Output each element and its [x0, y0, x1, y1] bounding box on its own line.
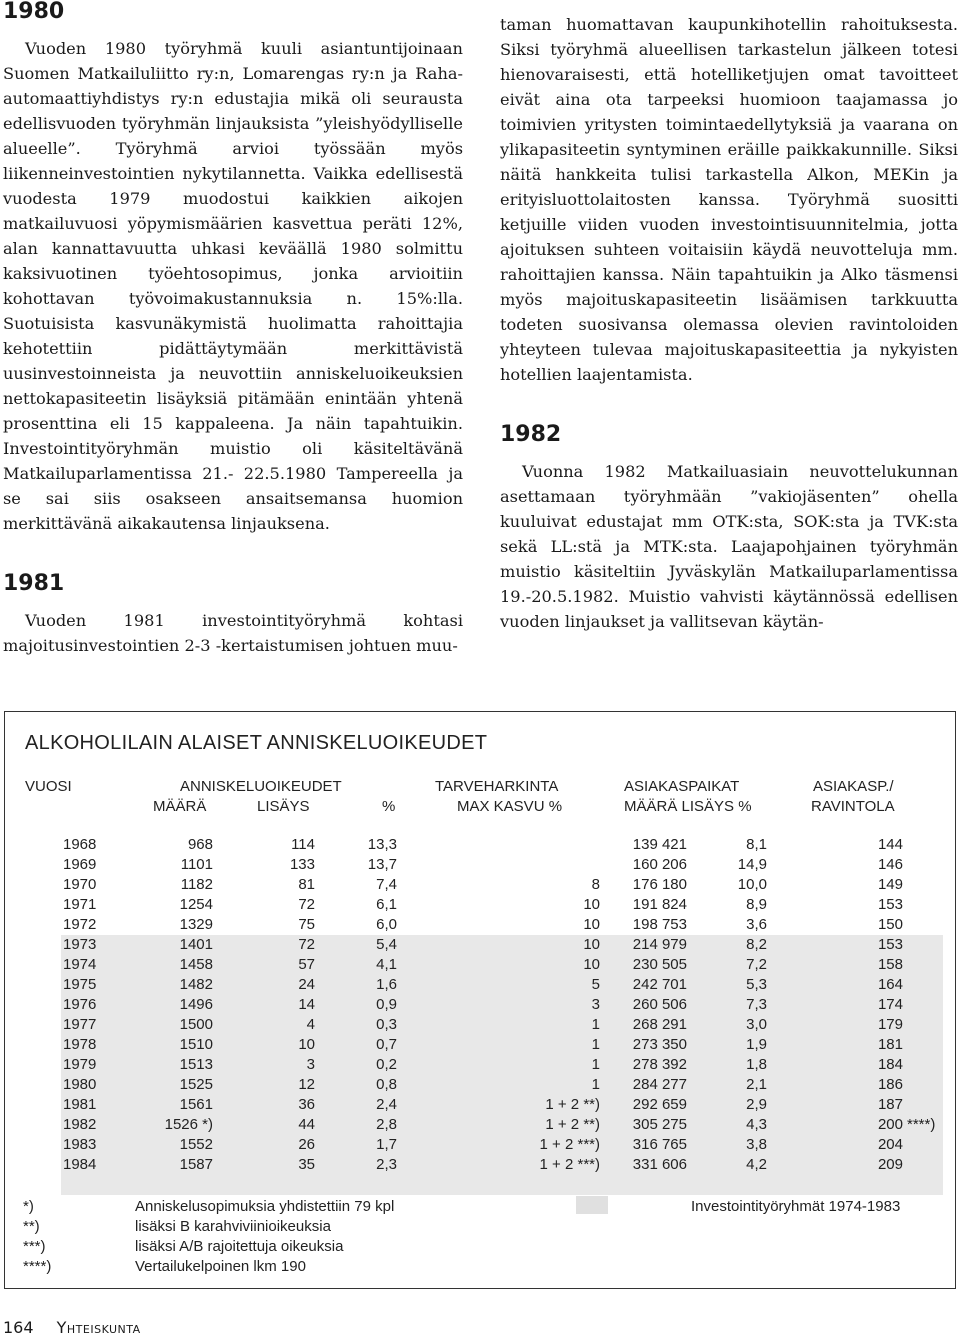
cell-increase: 133 [289, 856, 315, 873]
cell-seats: 260 506 [632, 996, 687, 1013]
cell-max-growth: 10 [583, 956, 600, 973]
cell-seats: 198 753 [632, 916, 687, 933]
header-maara: MÄÄRÄ [153, 798, 207, 815]
cell-year: 1979 [63, 1056, 97, 1073]
cell-increase: 35 [298, 1156, 315, 1173]
cell-max-growth: 8 [591, 876, 600, 893]
page-number: 164 [3, 1318, 34, 1337]
header-max-kasvu: MAX KASVU % [457, 798, 563, 815]
cell-year: 1970 [63, 876, 97, 893]
cell-pct: 13,3 [367, 836, 397, 853]
cell-max-growth: 1 + 2 ***) [539, 1136, 600, 1153]
cell-seats: 160 206 [632, 856, 687, 873]
cell-year: 1980 [63, 1076, 97, 1093]
page-footer [3, 1318, 141, 1337]
cell-seats-pct: 5,3 [746, 976, 767, 993]
heading-1980: 1980 [3, 0, 65, 24]
cell-seats: 273 350 [632, 1036, 687, 1053]
cell-note: ****) [907, 1116, 936, 1133]
cell-count: 1513 [179, 1056, 213, 1073]
paragraph-1981-continued: taman huomattavan kaupunkihotellin rahoituksesta. Siksi työryhmä alueellisen tarkastelun jälkeen totesi hienovaraisesti, että hotelliketjujen omat tavoitteet eivät aina ota tarpeeksi huomioon taajamassa jo toimivien yritysten toimintaedellytyksiä ja vaarana on ylikapasiteetin syntyminen eräille paikkakunnille. Siksi näitä hankkeita tulisi tarkastella Alkon, MEKin ja erityisluottolaitosten kanssa. Työryhmä suositti ketjuille viiden vuoden investointisuunnitelmia, jotta ajoituksen suhteen voitaisiin käydä neuvotteluja mm. rahoittajien kanssa. Näin tapahtuikin ja Alko täsmensi myös majoituskapasiteetin lisäämisen tarkkuutta todeten suosivansa olemassa olevien ravintoloiden yhteyteen tulevaa majoituskapasiteettia ja nykyisten hotellien laajentamista. [500, 15, 958, 384]
cell-seats-pct: 3,6 [746, 916, 767, 933]
footnote-mark-3: ***) [23, 1238, 46, 1255]
cell-count: 968 [187, 836, 213, 853]
table-row [5, 995, 955, 1015]
legend-swatch [576, 1196, 608, 1214]
cell-seats-per-restaurant: 200 [877, 1116, 903, 1133]
cell-year: 1969 [63, 856, 97, 873]
header-vuosi: VUOSI [25, 778, 72, 795]
cell-seats: 316 765 [632, 1136, 687, 1153]
header-tarveharkinta: TARVEHARKINTA [435, 778, 559, 795]
cell-pct: 1,6 [376, 976, 397, 993]
table-body [5, 835, 955, 1175]
cell-increase: 12 [298, 1076, 315, 1093]
footnote-mark-4: ****) [23, 1258, 52, 1275]
cell-count: 1552 [179, 1136, 213, 1153]
cell-count: 1496 [179, 996, 213, 1013]
cell-seats-pct: 7,2 [746, 956, 767, 973]
cell-max-growth: 1 [591, 1056, 600, 1073]
table-row [5, 915, 955, 935]
cell-max-growth: 5 [591, 976, 600, 993]
footnote-text-4: Vertailukelpoinen lkm 190 [135, 1258, 306, 1275]
cell-increase: 24 [298, 976, 315, 993]
cell-pct: 0,2 [376, 1056, 397, 1073]
cell-max-growth: 3 [591, 996, 600, 1013]
cell-seats-per-restaurant: 186 [877, 1076, 903, 1093]
header-asiakasp: ASIAKASP./ [813, 778, 894, 795]
table-title: ALKOHOLILAIN ALAISET ANNISKELUOIKEUDET [25, 732, 488, 754]
heading-1981: 1981 [3, 571, 65, 596]
cell-increase: 81 [298, 876, 315, 893]
cell-pct: 0,8 [376, 1076, 397, 1093]
footnote-mark-1: *) [23, 1198, 34, 1215]
cell-seats-per-restaurant: 181 [877, 1036, 903, 1053]
cell-seats-pct: 1,9 [746, 1036, 767, 1053]
cell-increase: 57 [298, 956, 315, 973]
cell-seats: 284 277 [632, 1076, 687, 1093]
cell-seats: 331 606 [632, 1156, 687, 1173]
cell-pct: 0,3 [376, 1016, 397, 1033]
cell-year: 1968 [63, 836, 97, 853]
cell-max-growth: 1 + 2 **) [545, 1116, 600, 1133]
cell-year: 1974 [63, 956, 97, 973]
cell-seats-pct: 3,8 [746, 1136, 767, 1153]
cell-seats-per-restaurant: 209 [877, 1156, 903, 1173]
cell-count: 1482 [179, 976, 213, 993]
cell-seats: 176 180 [632, 876, 687, 893]
cell-seats-pct: 4,2 [746, 1156, 767, 1173]
cell-seats-per-restaurant: 144 [877, 836, 903, 853]
header-asiakaspaikat: ASIAKASPAIKAT [624, 778, 740, 795]
cell-pct: 5,4 [376, 936, 397, 953]
cell-increase: 4 [306, 1016, 315, 1033]
cell-pct: 2,3 [376, 1156, 397, 1173]
section-name: Yhteiskunta [56, 1318, 141, 1337]
cell-increase: 75 [298, 916, 315, 933]
table-row [5, 1155, 955, 1175]
cell-pct: 7,4 [376, 876, 397, 893]
paragraph-1981: Vuoden 1981 investointityöryhmä kohtasi majoitusinvestointien 2-3 -kertaistumisen johtuen muu- [3, 611, 463, 655]
cell-seats-pct: 2,1 [746, 1076, 767, 1093]
cell-seats-per-restaurant: 153 [877, 896, 903, 913]
table-row [5, 1095, 955, 1115]
paragraph-1982: Vuonna 1982 Matkailuasiain neuvottelukunnan asettamaan työryhmään ”vakiojäsenten” ohella kuuluivat edustajat mm OTK:sta, SOK:sta ja TVK:sta sekä LL:stä ja MTK:sta. Laajapohjainen työryhmän muistio käsiteltiin Jyväskylän Matkailuparlamentissa 19.-20.5.1982. Muistio vahvisti käytännössä edellisen vuoden linjaukset ja vallitsevan käytän- [500, 462, 958, 631]
table-row [5, 1015, 955, 1035]
cell-seats-pct: 7,3 [746, 996, 767, 1013]
table-row [5, 855, 955, 875]
cell-increase: 3 [306, 1056, 315, 1073]
cell-pct: 13,7 [367, 856, 397, 873]
cell-year: 1978 [63, 1036, 97, 1053]
cell-seats-pct: 14,9 [737, 856, 767, 873]
table-row [5, 835, 955, 855]
cell-seats-per-restaurant: 204 [877, 1136, 903, 1153]
cell-pct: 4,1 [376, 956, 397, 973]
cell-seats: 305 275 [632, 1116, 687, 1133]
paragraph-1980: Vuoden 1980 työryhmä kuuli asiantuntijoinaan Suomen Matkailuliitto ry:n, Lomarengas ry:n ja Raha-automaattiyhdistys ry:n edustajia mikä oli seurausta edellisvuoden työryhmän linjauksista ”yleishyödylliselle alueelle”. Työryhmä arvioi työssään myös liikenneinvestointien nykytilannetta. Vaikka edellisestä vuodesta 1979 muodostui kaikkien aikojen matkailuvuosi yöpymismäärien kasvettua peräti 12%, alan kannattavuutta uhkasi keväällä 1980 solmittu kaksivuotinen työehtosopimus, jonka arvioitiin kohottavan työvoimakustannuksia n. 15%:lla. Suotuisista kasvunäkymistä huolimatta rahoittajia kehotettiin pidättäytymään merkittävistä uusinvestoinneista ja neuvottiin anniskeluoikeuksien nettokapasiteetin lisäyksiä pitämään enintään yhtenä prosenttina eli 15 kappaleena. Ja näin tapahtuikin. Investointityöryhmän muistio oli käsiteltävänä Matkailuparlamentissa 21.- 22.5.1980 Tampereella ja se sai siis osakseen ansaitsemansa huomion merkittävänä aikakautensa linjauksena. [3, 39, 463, 533]
cell-seats: 242 701 [632, 976, 687, 993]
cell-max-growth: 1 [591, 1076, 600, 1093]
cell-count: 1500 [179, 1016, 213, 1033]
liquor-license-table [4, 711, 956, 1289]
cell-max-growth: 10 [583, 916, 600, 933]
cell-count: 1561 [179, 1096, 213, 1113]
cell-increase: 10 [298, 1036, 315, 1053]
cell-seats: 139 421 [632, 836, 687, 853]
cell-seats-per-restaurant: 158 [877, 956, 903, 973]
cell-count: 1401 [179, 936, 213, 953]
header-anniskeluoikeudet: ANNISKELUOIKEUDET [180, 778, 342, 795]
cell-count: 1510 [179, 1036, 213, 1053]
cell-seats-pct: 3,0 [746, 1016, 767, 1033]
cell-count: 1182 [180, 876, 213, 893]
cell-increase: 72 [298, 896, 315, 913]
cell-max-growth: 1 [591, 1016, 600, 1033]
table-row [5, 1035, 955, 1055]
cell-max-growth: 1 [591, 1036, 600, 1053]
cell-pct: 1,7 [376, 1136, 397, 1153]
cell-increase: 114 [291, 836, 315, 853]
cell-year: 1973 [63, 936, 97, 953]
cell-seats: 268 291 [632, 1016, 687, 1033]
cell-seats-pct: 2,9 [746, 1096, 767, 1113]
table-row [5, 875, 955, 895]
heading-1982: 1982 [500, 422, 562, 447]
cell-increase: 26 [298, 1136, 315, 1153]
table-row [5, 895, 955, 915]
legend-label: Investointityöryhmät 1974-1983 [691, 1198, 901, 1215]
cell-year: 1972 [63, 916, 97, 933]
cell-seats-per-restaurant: 184 [877, 1056, 903, 1073]
cell-pct: 2,4 [376, 1096, 397, 1113]
cell-count: 1525 [179, 1076, 213, 1093]
cell-count: 1329 [179, 916, 213, 933]
cell-seats-per-restaurant: 164 [877, 976, 903, 993]
table-row [5, 1055, 955, 1075]
header-lisays: LISÄYS [257, 798, 310, 815]
cell-seats-per-restaurant: 179 [877, 1016, 903, 1033]
cell-year: 1975 [63, 976, 97, 993]
cell-seats: 292 659 [632, 1096, 687, 1113]
cell-seats-pct: 8,1 [746, 836, 767, 853]
cell-seats-per-restaurant: 146 [877, 856, 903, 873]
cell-year: 1982 [63, 1116, 97, 1133]
cell-year: 1977 [63, 1016, 97, 1033]
cell-year: 1983 [63, 1136, 97, 1153]
cell-seats: 230 505 [632, 956, 687, 973]
cell-seats: 191 824 [632, 896, 687, 913]
cell-pct: 0,9 [376, 996, 397, 1013]
cell-max-growth: 1 + 2 ***) [539, 1156, 600, 1173]
header-pct: % [382, 798, 396, 815]
cell-seats-pct: 8,2 [746, 936, 767, 953]
table-row [5, 1135, 955, 1155]
cell-seats-pct: 10,0 [737, 876, 767, 893]
cell-year: 1984 [63, 1156, 97, 1173]
cell-year: 1981 [63, 1096, 97, 1113]
cell-seats-per-restaurant: 150 [877, 916, 903, 933]
cell-seats-pct: 8,9 [746, 896, 767, 913]
cell-pct: 2,8 [376, 1116, 397, 1133]
cell-seats: 278 392 [632, 1056, 687, 1073]
cell-pct: 6,1 [376, 896, 397, 913]
cell-seats: 214 979 [632, 936, 687, 953]
cell-count: 1526 *) [164, 1116, 213, 1133]
right-column [500, 0, 958, 634]
cell-seats-pct: 4,3 [746, 1116, 767, 1133]
table-row [5, 935, 955, 955]
cell-count: 1587 [179, 1156, 213, 1173]
cell-seats-per-restaurant: 174 [877, 996, 903, 1013]
cell-increase: 72 [298, 936, 315, 953]
cell-increase: 36 [298, 1096, 315, 1113]
footnote-mark-2: **) [23, 1218, 40, 1235]
cell-year: 1971 [63, 896, 97, 913]
cell-pct: 6,0 [376, 916, 397, 933]
footnote-text-3: lisäksi A/B rajoitettuja oikeuksia [135, 1238, 344, 1255]
cell-increase: 44 [298, 1116, 315, 1133]
header-maara-lisays-pct: MÄÄRÄ LISÄYS % [624, 798, 752, 815]
cell-count: 1254 [179, 896, 213, 913]
table-row [5, 975, 955, 995]
cell-count: 1458 [179, 956, 213, 973]
left-column [3, 0, 463, 658]
cell-seats-per-restaurant: 153 [877, 936, 903, 953]
cell-count: 1101 [180, 856, 213, 873]
cell-max-growth: 10 [583, 936, 600, 953]
table-row [5, 955, 955, 975]
cell-pct: 0,7 [376, 1036, 397, 1053]
cell-max-growth: 10 [583, 896, 600, 913]
footnote-text-2: lisäksi B karahviviinioikeuksia [135, 1218, 331, 1235]
cell-increase: 14 [298, 996, 315, 1013]
table-row [5, 1075, 955, 1095]
cell-seats-pct: 1,8 [746, 1056, 767, 1073]
header-ravintola: RAVINTOLA [811, 798, 895, 815]
table-row [5, 1115, 955, 1135]
cell-seats-per-restaurant: 187 [877, 1096, 903, 1113]
footnote-text-1: Anniskelusopimuksia yhdistettiin 79 kpl [135, 1198, 395, 1215]
cell-max-growth: 1 + 2 **) [545, 1096, 600, 1113]
cell-seats-per-restaurant: 149 [877, 876, 903, 893]
cell-year: 1976 [63, 996, 97, 1013]
